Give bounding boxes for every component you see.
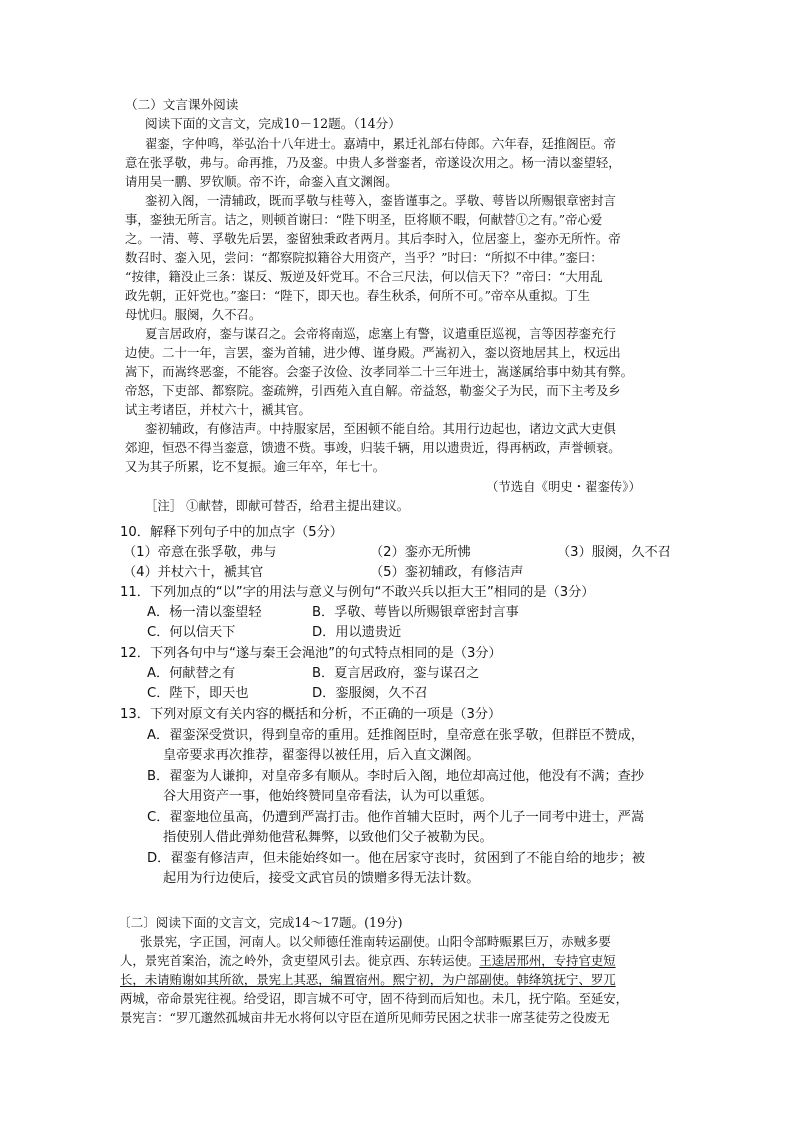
passage-line: 郊迎，恒恐不得当銮意，馈遗不赀。事竣，归装千辆，用以遗贵近，得再柄政，声誉顿衰。 <box>125 440 621 455</box>
q12-option-d: D．銮服阕，久不召 <box>312 686 428 701</box>
passage-text: 人，景宪首案治，流之岭外，贪吏望风引去。徙京西、东转运使。 <box>120 953 480 968</box>
passage-line: 张景宪，字正国，河南人。以父师德任淮南转运副使。山阳令部畤赈累巨万，赤贼多要 <box>140 934 611 949</box>
q10-item: （2）銮亦无所怫 <box>370 545 471 560</box>
underlined-text: 王逵居邢州，专持官吏短 <box>479 953 616 968</box>
instruction: 阅读下面的文言文，完成10－12题。（14分） <box>145 116 401 131</box>
passage-line: 长，未请贿谢如其所欲，景宪上其恶，编置宿州。熙宁初，为户部副使。韩绛筑抚宁、罗兀 <box>120 972 616 987</box>
passage-line: 銮初辅政，有修洁声。中持服家居，至困顿不能自给。其用行边起也，诸边文武大吏俱 <box>145 421 616 436</box>
q10-item: （3）服阕，久不召 <box>557 545 671 560</box>
footnote: ［注］ ①献替，即献可替否，给君主提出建议。 <box>145 498 410 513</box>
question-12-stem: 12．下列各句中与“遂与秦王会渑池”的句式特点相同的是（3分） <box>120 646 502 661</box>
passage-line: 帝怒，下吏部、都察院。銮疏辨，引西苑入直自解。帝益怒，勒銮父子为民，而下主考及乡 <box>125 383 621 398</box>
q10-item: （5）銮初辅政，有修洁声 <box>370 565 524 580</box>
q11-option-b: B．孚敬、萼皆以所赐银章密封言事 <box>312 605 519 620</box>
passage-line: 銮初入阁，一清辅政，既而孚敬与桂萼入，銮皆谨事之。孚敬、萼皆以所赐银章密封言 <box>145 193 616 208</box>
question-11-stem: 11．下列加点的“以”字的用法与意义与例句“不敢兴兵以拒大王”相同的是（3分） <box>120 585 595 600</box>
q13-option-a-cont: 皇帝要求再次推荐，翟銮得以被任用，后入直文渊阁。 <box>163 748 480 763</box>
question-10-stem: 10．解释下列句子中的加点字（5分） <box>120 525 343 540</box>
passage-line: 嵩下，而嵩终恶銮，不能容。会銮子汝俭、汝孝同举二十三年进士，嵩遂属给事中劾其有弊。 <box>125 364 634 379</box>
q11-option-a: A．杨一清以銮望轻 <box>147 605 262 620</box>
question-13-stem: 13．下列对原文有关内容的概括和分析，不正确的一项是（3分） <box>120 707 502 722</box>
passage-line: 边使。二十一年，言罢，銮为首辅，进少傅、谨身殿。严嵩初入，銮以资地居其上，权远出 <box>125 345 621 360</box>
passage-line: 事，銮独无所言。诘之，则顿首谢曰：“陛下明圣，臣将顺不暇，何献替①之有。”帝心爱 <box>125 212 603 227</box>
source-citation: （节选自《明史・翟銮传》） <box>486 479 641 494</box>
q11-option-c: C．何以信天下 <box>147 625 236 640</box>
q12-option-a: A．何献替之有 <box>147 666 236 681</box>
q11-option-d: D．用以遗贵近 <box>312 625 402 640</box>
passage-line: 请用吴一鹏、罗钦顺。帝不许，命銮入直文渊阁。 <box>125 174 398 189</box>
q12-option-c: C．陛下，即天也 <box>147 686 249 701</box>
q10-item: （4）并杖六十，褫其官 <box>123 565 264 580</box>
passage-line: “按律，籍没止三条：谋反、叛逆及奸党耳。不合三尺法，何以信天下？”帝曰：“大用乱 <box>125 269 603 284</box>
passage-line: 两城，帝命景宪往视。给受诏，即言城不可守，固不待到而后知也。未几，抚宁陷。至延安， <box>120 991 629 1006</box>
section-heading: （二）文言课外阅读 <box>125 97 239 112</box>
q12-option-b: B．夏言居政府，銮与谋召之 <box>312 666 480 681</box>
passage-line: 之。一清、萼、孚敬先后罢，銮留独秉政者两月。其后李时入，位居銮上，銮亦无所忤。帝 <box>125 231 621 246</box>
q13-option-d: D．翟銮有修洁声，但未能始终如一。他在居家守丧时，贫困到了不能自给的地步；被 <box>147 851 646 866</box>
q13-option-d-cont: 起用为行边使后，接受文武官员的馈赠多得无法计数。 <box>163 871 480 886</box>
passage-line: 翟銮，字仲鸣，举弘治十八年进士。嘉靖中，累迁礼部右侍郎。六年春，廷推阁臣。帝 <box>145 136 616 151</box>
passage-line: 政先朝，正奸党也。”銮曰：“陛下，即天也。春生秋杀，何所不可。”帝卒从重拟。丁生 <box>125 288 591 303</box>
passage-line: 夏言居政府，銮与谋召之。会帝将南巡，虑塞上有警，议遣重臣巡视，言等因荐銮充行 <box>145 326 616 341</box>
passage-line: 意在张孚敬，弗与。命再推，乃及銮。中贵人多誉銮者，帝遂设次用之。杨一清以銮望轻， <box>125 155 621 170</box>
q13-option-b: B．翟銮为人谦抑，对皇帝多有顺从。李时后入阁，地位却高过他，他没有不满；查抄 <box>147 769 644 784</box>
q13-option-c-cont: 指使别人借此弹劾他营私舞弊，以致他们父子被勒为民。 <box>163 830 493 845</box>
q13-option-a: A．翟銮深受赏识，得到皇帝的重用。廷推阁臣时，皇帝意在张孚敬，但群臣不赞成， <box>147 728 644 743</box>
passage-line: 母忧归。服阕，久不召。 <box>125 307 262 322</box>
q10-item: （1）帝意在张孚敬，弗与 <box>123 545 277 560</box>
passage-line: 数召时、銮入见，尝问：“都察院拟籍谷大用资产，当乎？”时曰：“所拟不中律。”銮曰： <box>125 250 603 265</box>
section2-heading: 〔二〕阅读下面的文言文，完成14～17题。(19分) <box>118 915 403 930</box>
passage-line <box>120 952 616 970</box>
passage-line: 试主考诸臣，并杖六十，褫其官。 <box>125 402 311 417</box>
q13-option-c: C．翟銮地位虽高，仍遭到严嵩打击。他作首辅大臣时，两个儿子一同考中进士，严嵩 <box>147 810 645 825</box>
q13-option-b-cont: 谷大用资产一事，他始终赞同皇帝看法，认为可以重惩。 <box>163 789 493 804</box>
passage-line: 景宪言：“罗兀邈然孤城亩井无水将何以守臣在道所见师劳民困之状非一席茎徒劳之役废无 <box>120 1010 610 1025</box>
passage-line: 又为其子所累，讫不复振。逾三年卒，年七十。 <box>125 459 386 474</box>
